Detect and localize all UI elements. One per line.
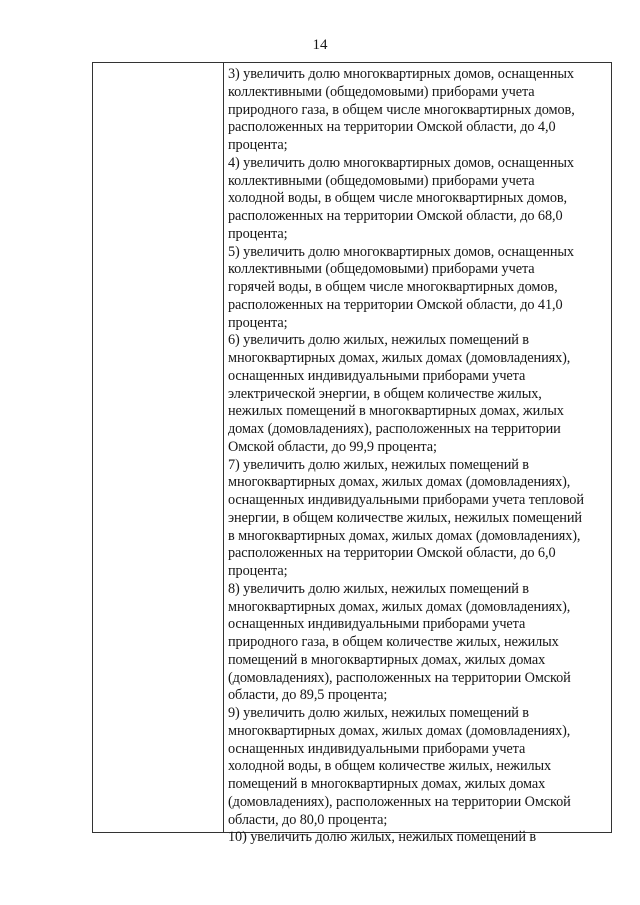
text-line: природного газа, в общем количестве жилых, нежилых bbox=[228, 634, 559, 650]
text-line: расположенных на территории Омской области, до 4,0 bbox=[228, 119, 556, 136]
text-line: оснащенных индивидуальными приборами учета bbox=[228, 616, 526, 633]
text-line: многоквартирных домах, жилых домах (домовладениях), bbox=[228, 598, 571, 615]
text-line: 10) увеличить долю жилых, нежилых помещений в bbox=[228, 829, 536, 846]
text-line: Омской области, до 99,9 процента; bbox=[228, 438, 437, 455]
text-line: 9) увеличить долю жилых, нежилых помещений в bbox=[228, 705, 529, 721]
text-line: помещений в многоквартирных домах, жилых домах bbox=[228, 651, 546, 668]
text-line: холодной воды, в общем числе многоквартирных домов, bbox=[228, 190, 568, 207]
text-line: в многоквартирных домах, жилых домах (домовладениях), bbox=[228, 527, 581, 544]
text-line: области, до 80,0 процента; bbox=[228, 811, 388, 828]
text-line: 7) увеличить долю жилых, нежилых помещений в bbox=[228, 456, 529, 473]
text-line: расположенных на территории Омской области, до 41,0 bbox=[228, 296, 563, 313]
text-line: электрической энергии, в общем количестве жилых, bbox=[228, 385, 542, 402]
document-table bbox=[92, 62, 612, 846]
text-line: процента; bbox=[228, 225, 288, 242]
text-line: 3) увеличить долю многоквартирных домов, оснащенных bbox=[228, 66, 574, 82]
text-line: процента; bbox=[228, 563, 288, 579]
text-line: расположенных на территории Омской области, до 6,0 bbox=[228, 545, 556, 562]
page-number: 14 bbox=[312, 37, 328, 53]
text-line: нежилых помещений в многоквартирных домах, жилых bbox=[228, 403, 564, 420]
text-line: процента; bbox=[228, 314, 288, 331]
text-line: горячей воды, в общем числе многоквартирных домов, bbox=[228, 279, 558, 295]
text-line: 6) увеличить долю жилых, нежилых помещений в bbox=[228, 332, 529, 349]
text-line: природного газа, в общем числе многоквартирных домов, bbox=[228, 101, 575, 118]
text-line: энергии, в общем количестве жилых, нежилых помещений bbox=[228, 509, 582, 526]
text-line: коллективными (общедомовыми) приборами учета bbox=[228, 83, 535, 100]
text-line: домах (домовладениях), расположенных на территории bbox=[228, 421, 561, 437]
table-right-cell bbox=[224, 63, 611, 846]
text-line: расположенных на территории Омской области, до 68,0 bbox=[228, 208, 563, 224]
text-line: области, до 89,5 процента; bbox=[228, 687, 388, 704]
text-line: оснащенных индивидуальными приборами учета тепловой bbox=[228, 492, 584, 508]
text-line: коллективными (общедомовыми) приборами учета bbox=[228, 172, 535, 189]
text-line: 4) увеличить долю многоквартирных домов, оснащенных bbox=[228, 154, 574, 171]
text-line: оснащенных индивидуальными приборами учета bbox=[228, 740, 526, 757]
text-line: многоквартирных домах, жилых домах (домовладениях), bbox=[228, 350, 571, 366]
text-line: коллективными (общедомовыми) приборами учета bbox=[228, 261, 535, 278]
text-line: (домовладениях), расположенных на территории Омской bbox=[228, 669, 571, 686]
text-line: холодной воды, в общем количестве жилых, нежилых bbox=[228, 758, 552, 775]
text-line: многоквартирных домах, жилых домах (домовладениях), bbox=[228, 474, 571, 491]
text-line: помещений в многоквартирных домах, жилых домах bbox=[228, 776, 546, 792]
text-line: оснащенных индивидуальными приборами учета bbox=[228, 367, 526, 384]
text-line: 8) увеличить долю жилых, нежилых помещений в bbox=[228, 580, 529, 597]
text-line: (домовладениях), расположенных на территории Омской bbox=[228, 793, 571, 810]
text-line: процента; bbox=[228, 137, 288, 153]
text-line: многоквартирных домах, жилых домах (домовладениях), bbox=[228, 722, 571, 739]
text-line: 5) увеличить долю многоквартирных домов, оснащенных bbox=[228, 243, 574, 260]
table-left-cell bbox=[93, 63, 224, 832]
